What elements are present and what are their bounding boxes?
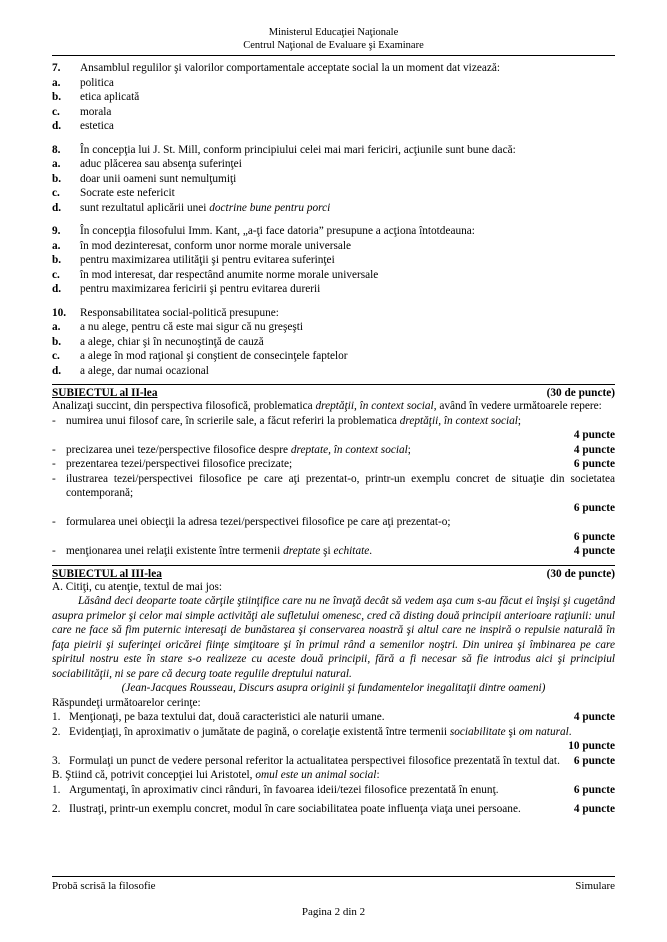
repere-item: [52, 457, 615, 472]
option-row: [52, 320, 615, 335]
option-text: pentru maximizarea fericirii şi pentru evitarea durerii: [80, 283, 321, 295]
option-text: în mod dezinteresat, conform unor norme morale universale: [80, 239, 352, 252]
question-stem-row: [52, 306, 615, 321]
part-b-text-body: Argumentaţi, în aproximativ cinci rânduri, în favoarea ideii/tezei filosofice prezentată în enunţ.: [69, 783, 499, 796]
repere-text: precizarea unei teze/perspective filosofice despre: [66, 443, 291, 456]
subject-3-title: SUBIECTUL al III-lea: [52, 567, 162, 580]
option-text-italic: doctrine bune pentru porci: [209, 201, 331, 214]
rousseau-quote: Lăsând deci deoparte toate cărţile ştiinţifice care nu ne învaţă decât să vedem aşa cum s-au făcut ei înşişi şi cugetând asupra primelor şi celor mai simple activităţi ale sufletului omenesc, cred că disting două principii anterioare raţiunii: unul care ne face să fim puternic interesaţi de bunăstarea şi conservarea noastră şi altul care ne inspiră o repulsie naturală în faţa pieirii şi suferinţei oricărei fiinţe simţitoare şi în primul rând a semenilor noştri. Din unirea şi îmbinarea pe care spiritul nostru este în stare s-o realizeze cu aceste două principii, fără a fi necesar să fie introdus aici şi principiul sociabilităţii, ni se pare că decurg toate regulile dreptului natural.: [52, 595, 615, 680]
option-row: [52, 335, 615, 350]
subject-2-header: [52, 384, 615, 399]
option-letter: b.: [52, 335, 62, 348]
part-b-text: [69, 783, 615, 798]
repere-dash: -: [52, 545, 56, 557]
option-row: [52, 364, 615, 379]
question-text: În concepţia filosofului Imm. Kant, „a-ţi face datoria” presupune a acţiona întotdeauna:: [80, 225, 475, 237]
option-row: [52, 105, 615, 120]
requirement-text: [69, 725, 615, 754]
question-stem-row: [52, 143, 615, 158]
part-b-number: 1.: [52, 783, 61, 796]
option-text: morala: [80, 105, 112, 118]
footer-exam-label: Probă scrisă la filosofie: [52, 880, 156, 892]
question-stem-row: [52, 61, 615, 76]
requirement-text: Menţionaţi, pe baza textului dat, două caracteristici ale naturii umane.: [69, 711, 385, 723]
repere-dash: -: [52, 472, 56, 485]
requirements-label: Răspundeţi următoarelor cerinţe:: [52, 696, 201, 709]
subject-3-part-a-label: A. Citiţi, cu atenţie, textul de mai jos:: [52, 580, 223, 593]
requirement-emphasis-2: om natural: [518, 725, 569, 738]
repere-dash: -: [52, 458, 56, 470]
repere-item: [52, 544, 615, 559]
document-footer: [52, 876, 615, 918]
subject-3-points: (30 de puncte): [546, 567, 615, 580]
intro-emphasis: dreptăţii, în context social: [315, 400, 434, 412]
repere-emphasis: dreptate: [283, 545, 321, 557]
question-8: [52, 143, 615, 216]
requirement-number: 1.: [52, 711, 61, 723]
part-b-item: [52, 783, 615, 798]
option-text: a alege, chiar şi în necunoştinţă de cauză: [80, 335, 264, 348]
requirement-item: [52, 725, 615, 754]
repere-body: [66, 472, 615, 501]
option-text-plain: sunt rezultatul aplicării unei: [80, 201, 210, 214]
option-text: aduc plăcerea sau absenţa suferinţei: [80, 158, 242, 170]
repere-emphasis: dreptăţii, în context social: [399, 414, 518, 427]
option-row: [52, 268, 615, 283]
question-number: 10.: [52, 306, 67, 319]
intro-post: , având în vedere următoarele repere:: [433, 400, 602, 412]
option-text: a alege, dar numai ocazional: [80, 364, 209, 377]
option-letter: c.: [52, 187, 60, 199]
subject-2-title: SUBIECTUL al II-lea: [52, 387, 158, 399]
part-b-post: :: [376, 769, 380, 781]
repere-body: [66, 457, 574, 472]
part-b-text-body: Ilustraţi, printr-un exemplu concret, modul în care sociabilitatea poate influenţa viaţa unei persoane.: [69, 803, 521, 815]
option-letter: b.: [52, 172, 62, 185]
option-text: etica aplicată: [80, 91, 140, 103]
repere-dash: -: [52, 516, 56, 528]
repere-emphasis: dreptate, în context social: [290, 443, 408, 456]
part-b-text: [69, 802, 615, 817]
footer-row: [52, 877, 615, 892]
requirement-text-mid: şi: [505, 725, 519, 738]
option-text: pentru maximizarea utilităţii şi pentru evitarea suferinţei: [80, 254, 335, 266]
option-row: [52, 282, 615, 297]
option-letter: a.: [52, 239, 61, 252]
option-letter: d.: [52, 201, 62, 214]
option-letter: a.: [52, 321, 61, 333]
part-b-number: 2.: [52, 803, 61, 815]
option-letter: c.: [52, 105, 60, 118]
option-row: [52, 172, 615, 187]
option-letter: a.: [52, 76, 61, 89]
option-row: [52, 201, 615, 216]
question-number: 8.: [52, 143, 61, 156]
option-row: [52, 76, 615, 91]
repere-text-post: .: [369, 545, 373, 557]
requirement-item: [52, 710, 615, 725]
requirement-item: [52, 754, 615, 769]
repere-text: numirea unui filosof care, în scrierile sale, a făcut referiri la problematica: [66, 414, 400, 427]
part-b-pre: B. Ştiind că, potrivit concepţiei lui Aristotel,: [52, 769, 256, 781]
requirement-points: 6 puncte: [573, 754, 615, 767]
requirement-emphasis: sociabilitate: [449, 725, 506, 738]
option-letter: c.: [52, 350, 60, 362]
option-text: [80, 201, 615, 216]
document-header: [52, 26, 615, 52]
part-b-points: 4 puncte: [573, 803, 615, 815]
option-letter: d.: [52, 283, 62, 295]
question-text: În concepţia lui J. St. Mill, conform principiului celei mai mari fericiri, acţiunile sunt bune dacă:: [80, 143, 516, 156]
intro-pre: Analizaţi succint, din perspectiva filosofică, problematica: [52, 400, 316, 412]
question-9: [52, 224, 615, 297]
option-text: politica: [80, 76, 114, 89]
header-divider: [52, 55, 615, 56]
option-letter: c.: [52, 268, 60, 281]
option-row: [52, 239, 615, 254]
option-text: estetica: [80, 120, 114, 132]
option-row: [52, 253, 615, 268]
question-text: Responsabilitatea social-politică presupune:: [80, 306, 279, 319]
subject-2-intro: [52, 399, 615, 414]
option-text: în mod interesat, dar respectând anumite norme morale universale: [80, 268, 379, 281]
option-text: a nu alege, pentru că este mai sigur că nu greşeşti: [80, 321, 304, 333]
page-number: Pagina 2 din 2: [301, 906, 366, 918]
question-number: 7.: [52, 62, 61, 74]
option-letter: d.: [52, 364, 62, 377]
option-row: [52, 186, 615, 201]
repere-text: formularea unei obiecţii la adresa tezei/perspectivei filosofice pe care aţi prezentat-o;: [66, 516, 451, 528]
option-text: Socrate este nefericit: [80, 187, 175, 199]
repere-points: 4 puncte: [573, 429, 615, 441]
requirement-points: 10 puncte: [568, 740, 615, 752]
requirement-text: [69, 754, 615, 769]
requirement-points: 4 puncte: [573, 711, 615, 723]
option-text: doar unii oameni sunt nemulţumiţi: [80, 172, 237, 185]
option-row: [52, 349, 615, 364]
quote-source: (Jean-Jacques Rousseau, Discurs asupra originii şi fundamentelor inegalitaţii dintre oameni): [121, 682, 546, 694]
repere-points: 6 puncte: [573, 458, 615, 470]
repere-text-mid: şi: [320, 545, 334, 557]
repere-text-post: ;: [407, 443, 411, 456]
ministry-line: Ministerul Educaţiei Naţionale: [268, 27, 399, 38]
repere-text-post: ;: [517, 414, 522, 427]
part-b-item: [52, 802, 615, 817]
option-letter: d.: [52, 120, 62, 132]
option-row: [52, 119, 615, 134]
repere-body: [66, 414, 615, 429]
requirement-number: 2.: [52, 725, 61, 738]
part-b-emphasis: omul este un animal social: [255, 769, 377, 781]
repere-item: [52, 515, 615, 530]
repere-points: 6 puncte: [573, 530, 615, 543]
option-row: [52, 90, 615, 105]
repere-dash: -: [52, 414, 56, 427]
repere-body: [66, 515, 615, 530]
question-text: Ansamblul regulilor şi valorilor comportamentale acceptate social la un moment dat vizează:: [80, 62, 501, 74]
requirement-number: 3.: [52, 754, 61, 767]
repere-item: [52, 443, 615, 458]
question-stem-row: [52, 224, 615, 239]
requirement-text-post: .: [568, 725, 572, 738]
repere-points: 4 puncte: [573, 545, 615, 557]
requirement-text-body: Formulaţi un punct de vedere personal referitor la actualitatea perspectivei filosofice prezentată în textul dat.: [69, 754, 560, 767]
requirement-text-pre: Evidenţiaţi, în aproximativ o jumătate de pagină, o corelaţie existentă între termenii: [69, 725, 450, 738]
center-line: Centrul Naţional de Evaluare şi Examinare: [243, 40, 424, 51]
option-text: a alege în mod raţional şi conştient de consecinţele faptelor: [80, 350, 348, 362]
repere-text: ilustrarea tezei/perspectivei filosofice pe care aţi prezentat-o, printr-un exemplu concret de situaţie din societatea contemporană;: [66, 472, 615, 499]
footer-session-label: Simulare: [575, 880, 615, 892]
repere-text: prezentarea tezei/perspectivei filosofice precizate;: [66, 458, 293, 470]
repere-points: 4 puncte: [573, 443, 615, 456]
question-10: [52, 306, 615, 379]
subject-2-points: (30 de puncte): [546, 387, 615, 399]
subject-3-part-b-label: [52, 768, 615, 783]
repere-text: menţionarea unei relaţii existente între termenii: [66, 545, 284, 557]
option-letter: b.: [52, 254, 62, 266]
option-letter: a.: [52, 158, 61, 170]
repere-dash: -: [52, 443, 56, 456]
repere-emphasis-2: echitate: [333, 545, 370, 557]
repere-body: [66, 443, 574, 458]
option-row: [52, 157, 615, 172]
subject-3-header: [52, 565, 615, 580]
repere-body: [66, 544, 574, 559]
question-number: 9.: [52, 225, 61, 237]
repere-item: [52, 414, 615, 429]
option-letter: b.: [52, 91, 62, 103]
question-7: [52, 61, 615, 134]
repere-item: [52, 472, 615, 501]
part-b-points: 6 puncte: [573, 783, 615, 796]
repere-points: 6 puncte: [573, 501, 615, 514]
